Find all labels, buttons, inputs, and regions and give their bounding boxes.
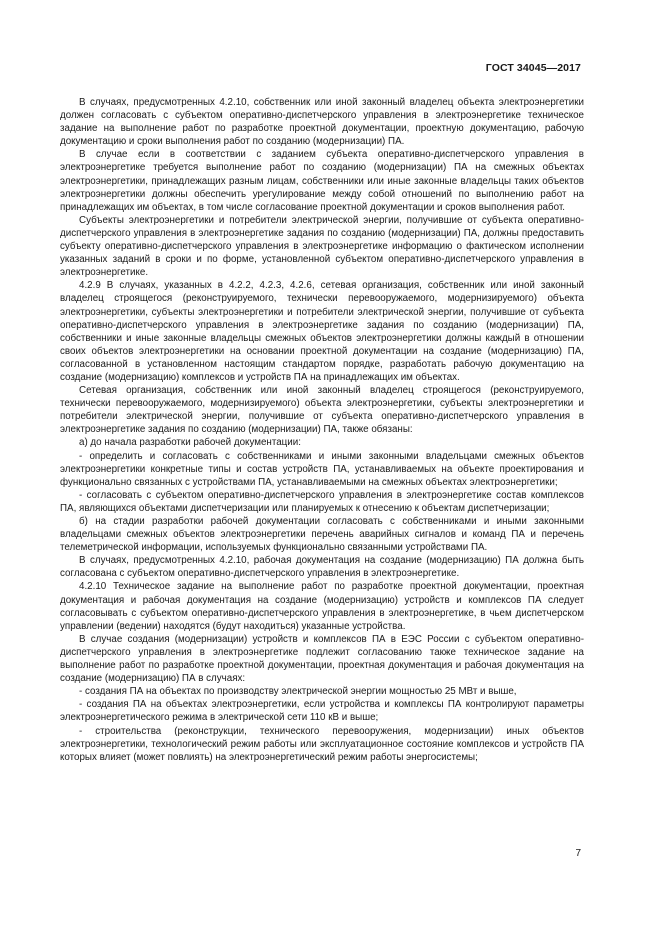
paragraph: В случае если в соответствии с заданием субъекта оперативно-диспетчерского управления в электроэнергетике требуется выполнение работ по созданию (модернизации) ПА на смежных объектах электроэнергетики, принадлежащих разным лицам, собственники или иные законные владельцы таких объектов электроэнергетики должны обеспечить урегулирование между собой отношений по выполнению работ на принадлежащих им объектах, в том числе согласование проектной документации и сроков выполнения работ. xyxy=(60,149,584,213)
paragraph: В случаях, предусмотренных 4.2.10, собственник или иной законный владелец объекта электроэнергетики должен согласовать с субъектом оперативно-диспетчерского управления в электроэнергетике техническое задание на выполнение работ по разработке проектной документации, проектную документацию, рабочую документацию и сроки выполнения работ по созданию (модернизации) ПА. xyxy=(60,97,584,148)
standard-designation: ГОСТ 34045—2017 xyxy=(485,62,581,74)
paragraph: 4.2.9 В случаях, указанных в 4.2.2, 4.2.3, 4.2.6, сетевая организация, собственник или иной законный владелец строящегося (реконструируемого, технически перевооружаемого, модернизируемого) объекта электроэнергетики, субъекты электроэнергетики и потребители электрической энергии, получившие от субъекта оперативно-диспетчерского управления в электроэнергетике задания по созданию (модернизации) ПА, собственники и иные законные владельцы смежных объектов электроэнергетики должны каждый в отношении своих объектов электроэнергетики на основании проектной документации на создание (модернизацию) ПА, согласованной в установленном настоящим стандартом порядке, разработать рабочую документацию на создание (модернизацию) комплексов и устройств ПА на принадлежащих им объектах. xyxy=(60,280,584,383)
list-item: - определить и согласовать с собственниками и иными законными владельцами смежных объектов электроэнергетики конкретные типы и состав устройств ПА, устанавливаемых на объекте проектирования и функционально связанных с устройствами ПА, устанавливаемыми на смежных объектах электроэнергетики; xyxy=(60,450,584,488)
paragraph: Субъекты электроэнергетики и потребители электрической энергии, получившие от субъекта оперативно-диспетчерского управления в электроэнергетике задания по созданию (модернизации) ПА, должны предоставить субъекту оперативно-диспетчерского управления в электроэнергетике информацию о фактическом исполнении указанных заданий в сроки и по форме, установленной субъектом оперативно-диспетчерского управления в электроэнергетике. xyxy=(60,214,584,279)
paragraph: В случае создания (модернизации) устройств и комплексов ПА в ЕЭС России с субъектом оперативно-диспетчерского управления в электроэнергетике подлежит согласованию также техническое задание на выполнение работ по разработке проектной документации, проектная документация и рабочая документация на создание (модернизацию) ПА в случаях: xyxy=(60,633,584,685)
list-item: - создания ПА на объектах по производству электрической энергии мощностью 25 МВт и выше, xyxy=(79,686,517,698)
list-item: - согласовать с субъектом оперативно-диспетчерского управления в электроэнергетике состав комплексов ПА, являющихся объектами диспетчеризации или планируемых к отнесению к объектам диспетчеризации; xyxy=(60,489,584,514)
list-item: - создания ПА на объектах электроэнергетики, если устройства и комплексы ПА контролируют параметры электроэнергетического режима в электрической сети 110 кВ и выше; xyxy=(60,699,584,724)
body-text xyxy=(60,96,584,764)
paragraph: 4.2.10 Техническое задание на выполнение работ по разработке проектной документации, проектная документация и рабочая документация на создание (модернизацию) устройств и комплексов ПА следует согласовывать с субъектом оперативно-диспетчерского управления в электроэнергетике, в чьем диспетчерском управлении (ведении) находятся (будут находиться) указанные устройства. xyxy=(60,581,584,632)
paragraph: В случаях, предусмотренных 4.2.10, рабочая документация на создание (модернизацию) ПА должна быть согласована с субъектом оперативно-диспетчерского управления в электроэнергетике. xyxy=(60,555,584,580)
list-item: а) до начала разработки рабочей документации: xyxy=(79,437,301,449)
paragraph: Сетевая организация, собственник или иной законный владелец строящегося (реконструируемого, технически перевооружаемого, модернизируемого) объекта электроэнергетики, субъекты электроэнергетики и потребители электрической энергии, получившие от субъекта оперативно-диспетчерского управления в электроэнергетике задания по созданию (модернизации) ПА, также обязаны: xyxy=(60,385,584,436)
list-item: б) на стадии разработки рабочей документации согласовать с собственниками и иными законными владельцами смежных объектов электроэнергетики перечень аварийных сигналов и команд ПА и перечень телеметрической информации, используемых функционально связанными устройствами ПА. xyxy=(60,516,584,554)
page-number: 7 xyxy=(575,848,581,859)
list-item: - строительства (реконструкции, технического перевооружения, модернизации) иных объектов электроэнергетики, технологический режим работы или эксплуатационное состояние комплексов и устройств ПА которых влияет (может повлиять) на электроэнергетический режим работы энергосистемы; xyxy=(60,725,584,763)
